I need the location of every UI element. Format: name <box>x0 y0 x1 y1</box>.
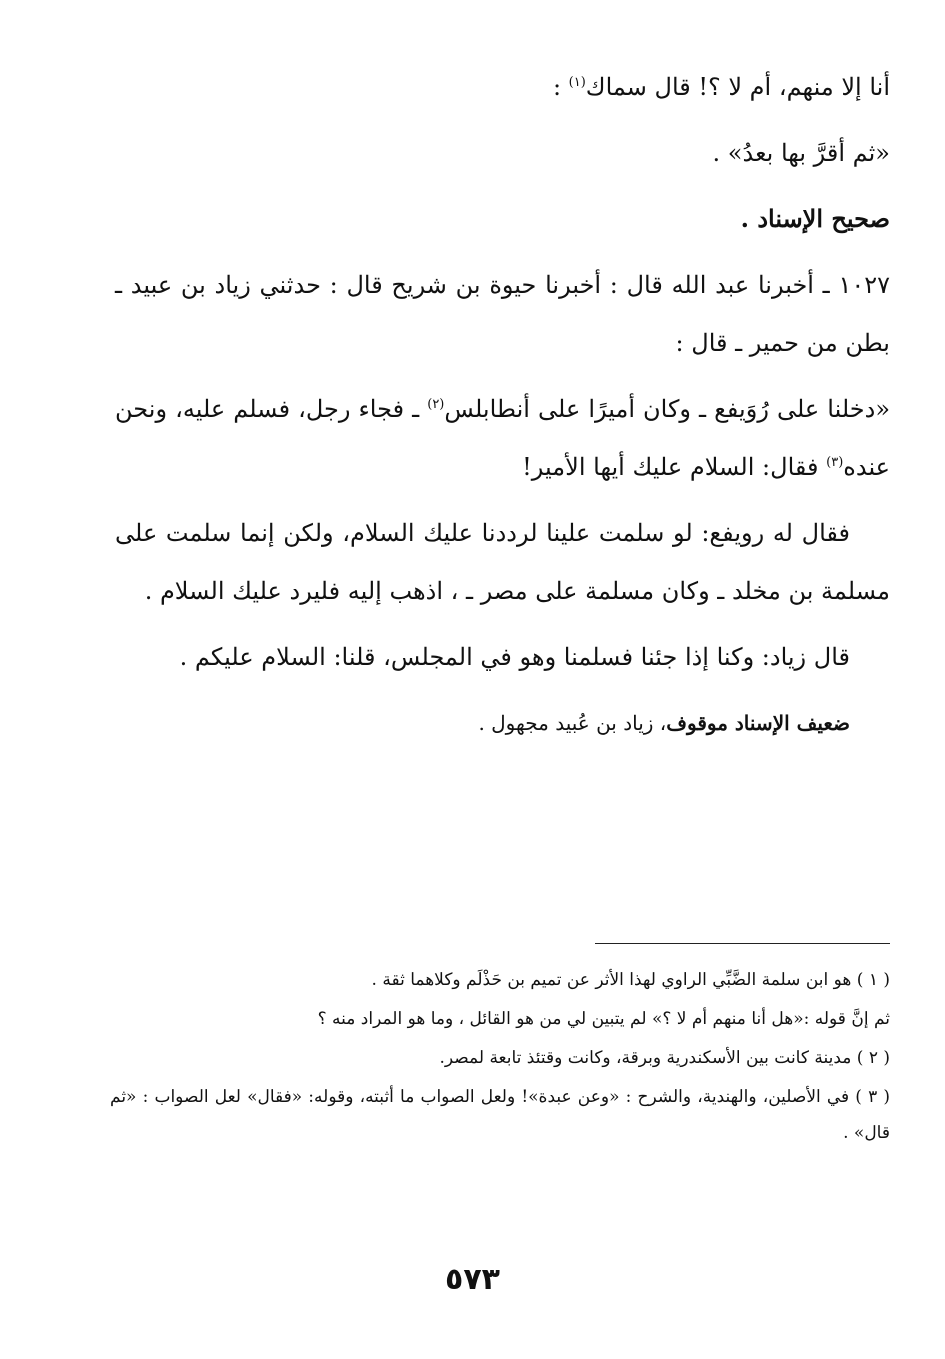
quote-1: «ثم أقرَّ بها بعدُ» . <box>712 139 890 167</box>
footnote-2: ( ٢ ) مدينة كانت بين الأسكندرية وبرقة، وكانت وقتئذ تابعة لمصر. <box>439 1048 890 1068</box>
paragraph-ziyad: قال زياد: وكنا إذا جئنا فسلمنا وهو في المجلس، قلنا: السلام عليكم . <box>179 643 850 671</box>
grade-label: ضعيف الإسناد موقوف <box>666 711 850 735</box>
quote-2 <box>115 380 890 496</box>
text-line-top <box>115 58 890 116</box>
grade-sahih: صحيح الإسناد . <box>740 204 890 233</box>
text-span: ـ فجاء رجل، فسلم عليه، ونحن عنده <box>115 395 890 481</box>
page-number: ٥٧٣ <box>445 1262 500 1297</box>
grade-note: ، زياد بن عُبيد مجهول . <box>478 711 667 735</box>
paragraph-ruwayfi-reply: فقال له رويفع: لو سلمت علينا لرددنا عليك السلام، ولكن إنما سلمت على مسلمة بن مخلد ـ وكان مسلمة على مصر ـ ، اذهب إليه فليرد عليك السلام . <box>115 519 890 605</box>
footnote-1: ( ١ ) هو ابن سلمة الضَّبِّي الراوي لهذا الأثر عن تميم بن حَذْلَم وكلاهما ثقة . <box>371 970 890 990</box>
footnote-3: ( ٣ ) في الأصلين، والهندية، والشرح : «وعن عبدة»! ولعل الصواب ما أثبته، وقوله: «فقال» لعل الصواب : «ثم قال» . <box>110 1087 890 1143</box>
hadith-1027-isnad: ١٠٢٧ ـ أخبرنا عبد الله قال : أخبرنا حيوة بن شريح قال : حدثني زياد بن عبيد ـ بطن من حمير ـ قال : <box>115 271 890 357</box>
text-span: «دخلنا على رُوَيفع ـ وكان أميرًا على أنطابلس <box>444 395 891 423</box>
text-span: : <box>552 73 569 101</box>
footnote-marker-3: (٣) <box>826 455 844 470</box>
text-span: فقال: السلام عليك أيها الأمير! <box>522 453 827 481</box>
text-span: أنا إلا منهم، أم لا ؟! قال سماك <box>585 73 890 101</box>
footnote-divider <box>595 943 890 944</box>
footnote-1-continued: ثم إنَّ قوله :«هل أنا منهم أم لا ؟» لم يتبين لي من هو القائل ، وما هو المراد منه ؟ <box>317 1009 890 1029</box>
grade-daif <box>115 694 890 752</box>
footnotes <box>110 962 890 1154</box>
main-text <box>115 58 890 752</box>
footnote-marker-2: (٢) <box>427 397 445 412</box>
footnote-marker-1: (١) <box>568 75 586 90</box>
